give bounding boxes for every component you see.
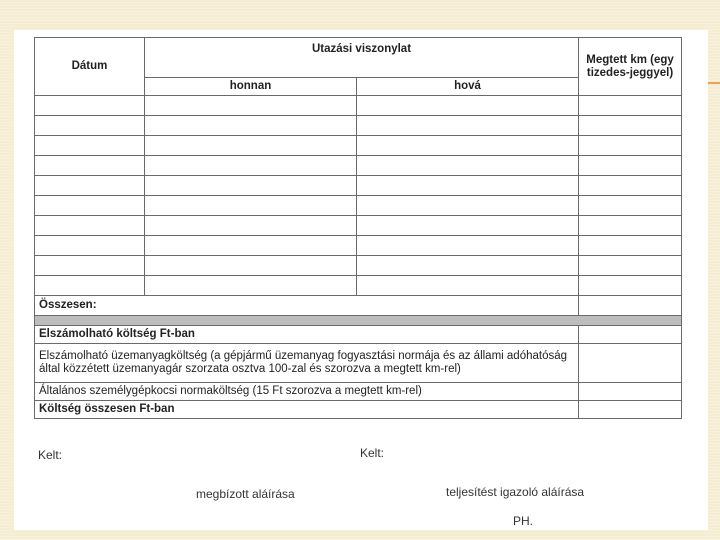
datum-cell[interactable] xyxy=(35,156,145,176)
kelt-right-label: Kelt: xyxy=(360,446,385,460)
table-row xyxy=(35,276,682,296)
km-cell[interactable] xyxy=(579,116,682,136)
uzemanyagkoltseg-label: Elszámolható üzemanyagköltség (a gépjármű üzemanyag fogyasztási normája és az állami adóhatóság által közzétett üzemanyagár szorzata osztva 100-zal és szorozva a megtett km-rel) xyxy=(35,344,579,383)
honnan-cell[interactable] xyxy=(145,176,357,196)
km-cell[interactable] xyxy=(579,236,682,256)
table-row xyxy=(35,116,682,136)
table-row xyxy=(35,136,682,156)
honnan-cell[interactable] xyxy=(145,196,357,216)
honnan-cell[interactable] xyxy=(145,156,357,176)
elszamolhato-koltseg-title: Elszámolható költség Ft-ban xyxy=(35,326,579,344)
hova-cell[interactable] xyxy=(357,256,579,276)
table-row xyxy=(35,236,682,256)
hova-cell[interactable] xyxy=(357,176,579,196)
honnan-cell[interactable] xyxy=(145,96,357,116)
teljesites-alairas-label: teljesítést igazoló aláírása xyxy=(446,485,585,499)
utazasi-viszonylat-header: Utazási viszonylat xyxy=(145,38,579,78)
table-row xyxy=(35,96,682,116)
hova-header: hová xyxy=(357,78,579,96)
hova-cell[interactable] xyxy=(357,116,579,136)
km-cell[interactable] xyxy=(579,136,682,156)
koltseg-osszesen-label: Költség összesen Ft-ban xyxy=(35,401,579,419)
hova-cell[interactable] xyxy=(357,96,579,116)
honnan-cell[interactable] xyxy=(145,276,357,296)
hova-cell[interactable] xyxy=(357,216,579,236)
honnan-cell[interactable] xyxy=(145,256,357,276)
gray-separator xyxy=(35,316,682,326)
travel-log-table xyxy=(34,37,682,419)
datum-cell[interactable] xyxy=(35,176,145,196)
km-cell[interactable] xyxy=(579,216,682,236)
table-row xyxy=(35,176,682,196)
datum-cell[interactable] xyxy=(35,116,145,136)
table-row xyxy=(35,196,682,216)
km-cell[interactable] xyxy=(579,96,682,116)
hova-cell[interactable] xyxy=(357,156,579,176)
honnan-cell[interactable] xyxy=(145,216,357,236)
km-cell[interactable] xyxy=(579,156,682,176)
kelt-left-label: Kelt: xyxy=(38,448,63,462)
normakoltseg-label: Általános személygépkocsi normaköltség (15 Ft szorozva a megtett km-rel) xyxy=(35,383,579,401)
ph-label: PH. xyxy=(513,514,534,528)
datum-cell[interactable] xyxy=(35,196,145,216)
km-cell[interactable] xyxy=(579,256,682,276)
datum-cell[interactable] xyxy=(35,216,145,236)
honnan-cell[interactable] xyxy=(145,236,357,256)
datum-cell[interactable] xyxy=(35,236,145,256)
osszesen-label: Összesen: xyxy=(35,296,579,316)
datum-header: Dátum xyxy=(35,38,145,96)
table-row xyxy=(35,216,682,236)
honnan-header: honnan xyxy=(145,78,357,96)
hova-cell[interactable] xyxy=(357,276,579,296)
koltseg-osszesen-cell[interactable] xyxy=(579,401,682,419)
datum-cell[interactable] xyxy=(35,136,145,156)
osszesen-km-cell[interactable] xyxy=(579,296,682,316)
datum-cell[interactable] xyxy=(35,256,145,276)
table-row xyxy=(35,156,682,176)
honnan-cell[interactable] xyxy=(145,136,357,156)
km-cell[interactable] xyxy=(579,196,682,216)
megbizott-alairas-label: megbízott aláírása xyxy=(196,487,295,501)
datum-cell[interactable] xyxy=(35,96,145,116)
hova-cell[interactable] xyxy=(357,196,579,216)
megtett-km-header: Megtett km (egy tizedes-jeggyel) xyxy=(579,38,682,96)
elszamolhato-koltseg-cell[interactable] xyxy=(579,326,682,344)
hova-cell[interactable] xyxy=(357,236,579,256)
normakoltseg-cell[interactable] xyxy=(579,383,682,401)
honnan-cell[interactable] xyxy=(145,116,357,136)
table-row xyxy=(35,256,682,276)
form-sheet xyxy=(14,30,708,530)
km-cell[interactable] xyxy=(579,176,682,196)
uzemanyagkoltseg-cell[interactable] xyxy=(579,344,682,383)
hova-cell[interactable] xyxy=(357,136,579,156)
km-cell[interactable] xyxy=(579,276,682,296)
datum-cell[interactable] xyxy=(35,276,145,296)
